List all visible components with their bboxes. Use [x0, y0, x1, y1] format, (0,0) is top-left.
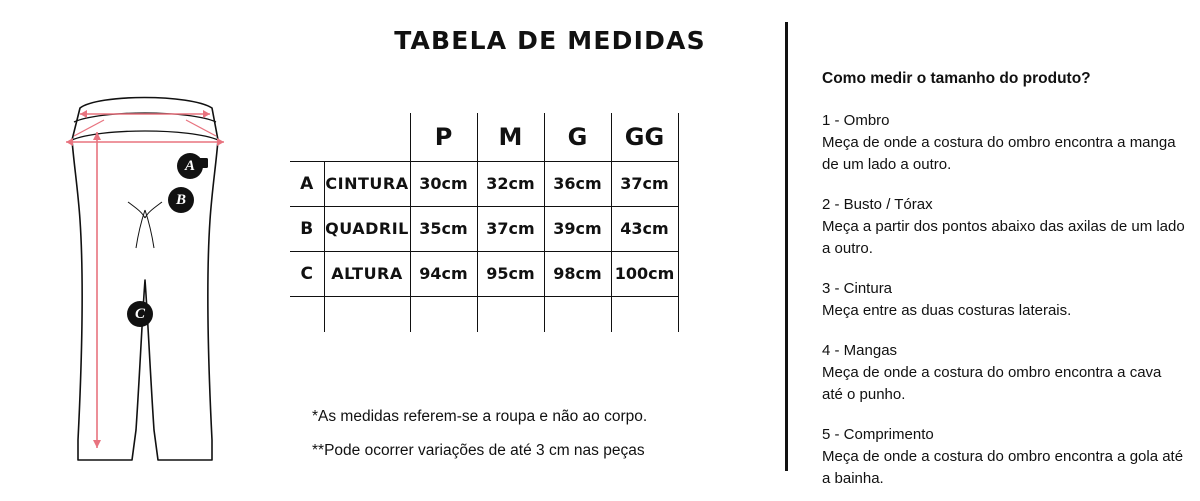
note-variation: **Pode ocorrer variações de até 3 cm nas peças: [312, 442, 645, 459]
measure-item-body: Meça a partir dos pontos abaixo das axilas de um lado a outro.: [822, 218, 1185, 257]
size-table: [290, 113, 679, 332]
measure-badge-b: B: [168, 187, 194, 213]
how-to-measure-title: Como medir o tamanho do produto?: [822, 70, 1091, 87]
cell-value: 94cm: [410, 251, 477, 296]
spacer-cell: [477, 296, 544, 332]
table-row: [290, 161, 678, 206]
table-row-spacer: [290, 296, 678, 332]
cell-value: 37cm: [611, 161, 678, 206]
how-to-measure-panel: [785, 22, 1200, 487]
measure-item-head: 2 - Busto / Tórax: [822, 196, 933, 213]
row-letter: C: [290, 251, 324, 296]
spacer-cell: [324, 296, 410, 332]
measure-item-comprimento: [822, 424, 1185, 490]
spacer-cell: [290, 296, 324, 332]
measure-item-head: 1 - Ombro: [822, 112, 890, 129]
cell-value: 39cm: [544, 206, 611, 251]
main-column: [290, 0, 785, 501]
notes-block: [312, 400, 732, 468]
row-name: ALTURA: [324, 251, 410, 296]
measure-item-head: 4 - Mangas: [822, 342, 898, 359]
cell-value: 32cm: [477, 161, 544, 206]
header-cell-gg: GG: [611, 113, 678, 161]
header-cell-m: M: [477, 113, 544, 161]
measure-item-head: 5 - Comprimento: [822, 426, 934, 443]
header-cell-p: P: [410, 113, 477, 161]
table-row: [290, 251, 678, 296]
measure-item-mangas: [822, 340, 1185, 406]
measure-badge-c: C: [127, 301, 153, 327]
measure-item-busto: [822, 194, 1185, 260]
row-letter: A: [290, 161, 324, 206]
pants-diagram: [40, 70, 250, 470]
row-name: QUADRIL: [324, 206, 410, 251]
cell-value: 35cm: [410, 206, 477, 251]
size-table-wrapper: [290, 113, 680, 332]
measure-badge-a: A: [177, 153, 203, 179]
table-header-row: [290, 113, 678, 161]
spacer-cell: [410, 296, 477, 332]
page-title: TABELA DE MEDIDAS: [394, 26, 706, 55]
legging-technical-drawing: [40, 70, 250, 470]
measure-item-ombro: [822, 110, 1185, 176]
spacer-cell: [611, 296, 678, 332]
table-row: [290, 206, 678, 251]
measure-item-body: Meça de onde a costura do ombro encontra a manga de um lado a outro.: [822, 134, 1176, 173]
cell-value: 30cm: [410, 161, 477, 206]
cell-value: 43cm: [611, 206, 678, 251]
header-cell-name: [324, 113, 410, 161]
row-name: CINTURA: [324, 161, 410, 206]
header-cell-g: G: [544, 113, 611, 161]
cell-value: 100cm: [611, 251, 678, 296]
cell-value: 95cm: [477, 251, 544, 296]
cell-value: 36cm: [544, 161, 611, 206]
diagram-column: [0, 0, 290, 501]
measure-item-body: Meça entre as duas costuras laterais.: [822, 302, 1072, 319]
measure-item-head: 3 - Cintura: [822, 280, 893, 297]
row-letter: B: [290, 206, 324, 251]
spacer-cell: [544, 296, 611, 332]
measure-item-cintura: [822, 278, 1185, 322]
header-cell-letter: [290, 113, 324, 161]
note-measurements: *As medidas referem-se a roupa e não ao corpo.: [312, 408, 648, 425]
measure-item-body: Meça de onde a costura do ombro encontra a cava até o punho.: [822, 364, 1162, 403]
cell-value: 37cm: [477, 206, 544, 251]
measure-item-body: Meça de onde a costura do ombro encontra a gola até a bainha.: [822, 448, 1184, 487]
cell-value: 98cm: [544, 251, 611, 296]
